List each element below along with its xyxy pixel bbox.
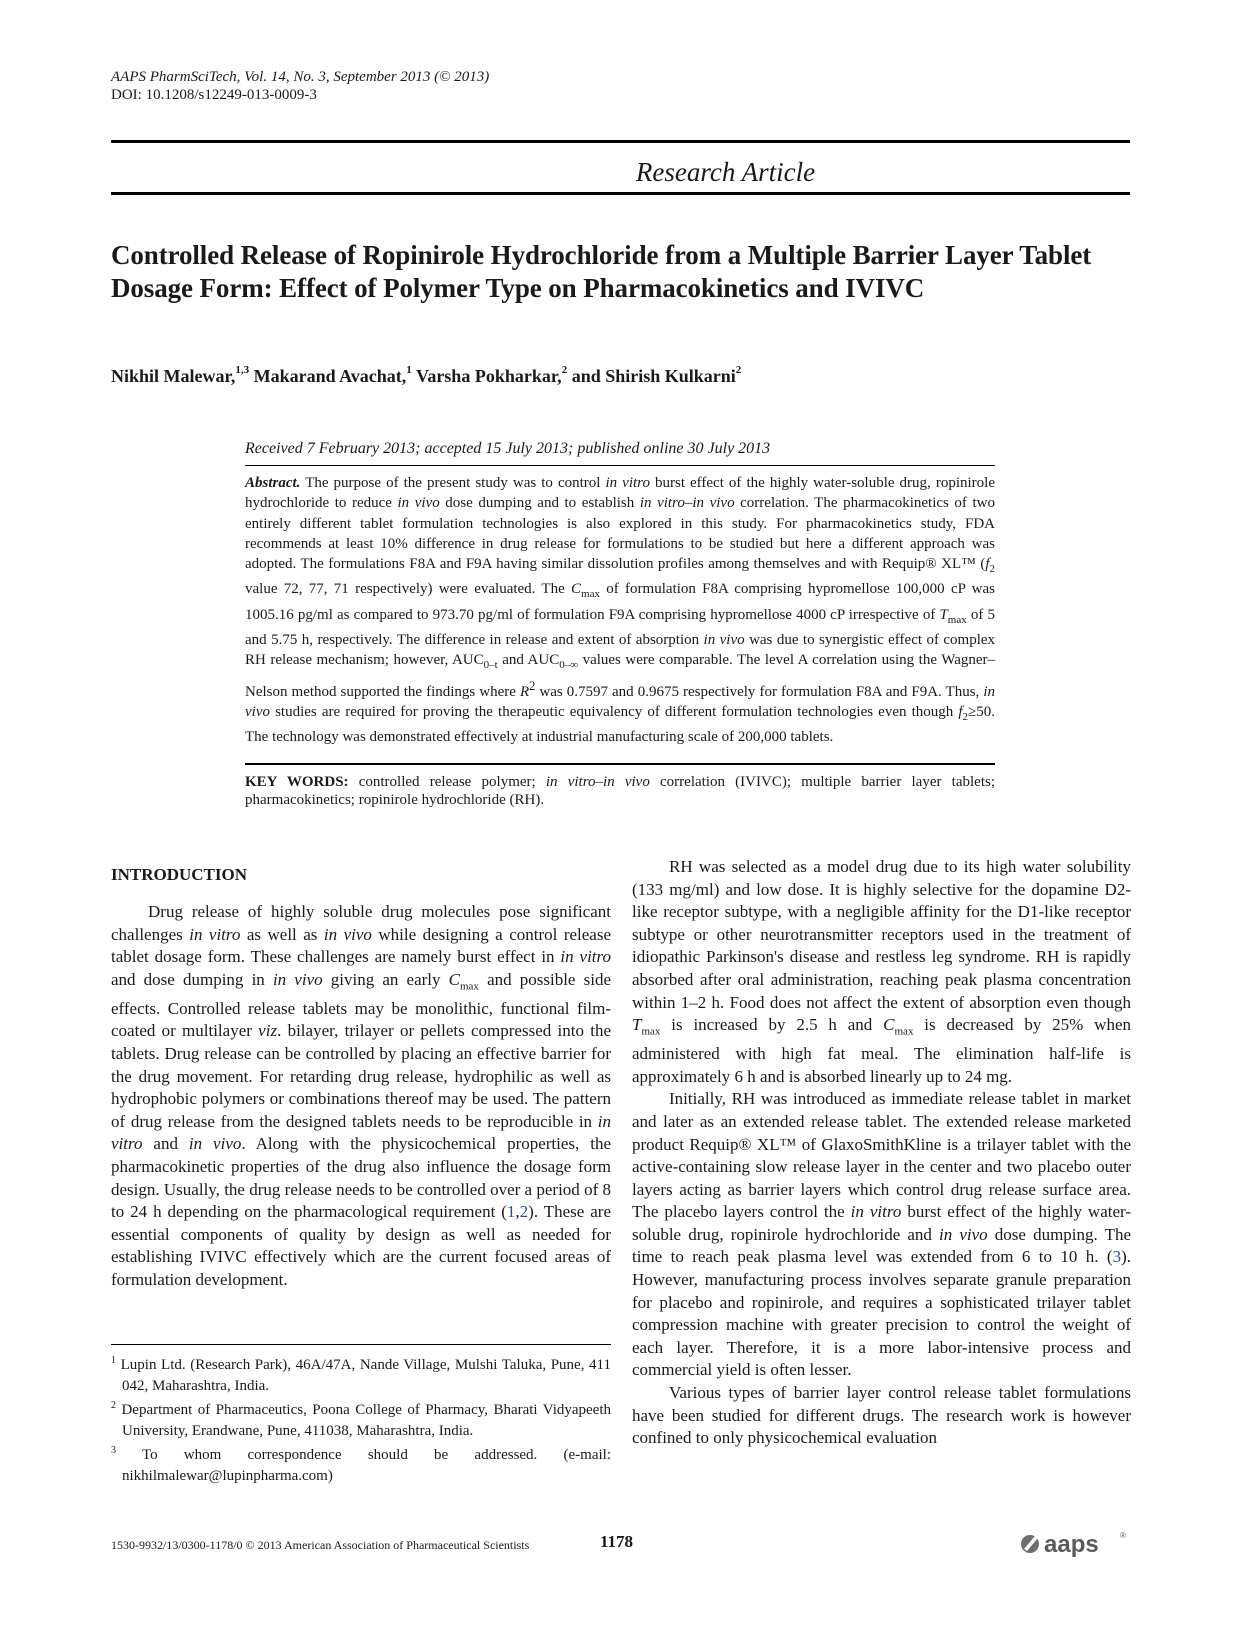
author: Makarand Avachat, bbox=[253, 366, 407, 386]
abstract-symbol: f bbox=[985, 556, 990, 573]
italic-text: in vivo bbox=[323, 924, 372, 944]
paragraph-text: Drug release of highly soluble drug molecules pose significant challenges bbox=[111, 902, 611, 944]
italic-text: in vitro bbox=[850, 1202, 902, 1222]
page-number: 1178 bbox=[600, 1532, 634, 1551]
logo-text: aaps bbox=[1044, 1531, 1099, 1558]
footnote-text: To whom correspondence should be addressed. (e-mail: nikhilmalewar@lupinpharma.com) bbox=[122, 1447, 612, 1484]
section-heading-introduction: INTRODUCTION bbox=[111, 865, 248, 884]
footnote bbox=[111, 1351, 611, 1396]
author-list bbox=[111, 366, 741, 387]
paragraph-text: . Along with the physicochemical properties, the pharmacokinetic properties of the drug also influence the dosage form design. Usually, the drug release needs to be controlled over a period of 8 to 24 h depending on the pharmacological requirement ( bbox=[111, 1134, 611, 1222]
abstract-symbol: R bbox=[519, 683, 530, 700]
abstract-symbol: f bbox=[958, 703, 963, 720]
paragraph-text: and bbox=[142, 1134, 189, 1154]
paragraph-text: . bilayer, trilayer or pellets compressed into the tablets. Drug release can be controlled by placing an effective barrier for the drug movement. For retarding drug release, hydrophilic as well as hydrophobic polymers or combinations thereof may be used. The pattern of drug release from the designed tablets needs to be reproducible in bbox=[111, 1021, 611, 1131]
paragraph-text: is decreased by 25% when administered with high fat meal. The elimination half-life is approximately 6 h and is absorbed linearly up to 24 mg. bbox=[632, 1015, 1131, 1086]
paragraph-text: ). These are essential components of quality by design as well as needed for establishing IVIVC effectively which are the current focused areas of formulation development. bbox=[111, 1202, 611, 1289]
paragraph-text: burst effect of the highly water-soluble drug, ropinirole hydrochloride and bbox=[632, 1202, 1131, 1244]
paragraph-text: ). However, manufacturing process involves separate granule preparation for placebo and ropinirole, and requires a sophisticated trilayer tablet compression machine with greater precision to control the weight of each layer. Therefore, it is a more labor-intensive process and commercial yield is often lesser. bbox=[632, 1247, 1131, 1380]
journal-citation: AAPS PharmSciTech, Vol. 14, No. 3, September 2013 (© 2013) bbox=[111, 69, 490, 85]
abstract-text: dose dumping and to establish bbox=[439, 495, 640, 512]
keywords-text: correlation (IVIVC); multiple barrier layer tablets; pharmacokinetics; ropinirole hydrochloride (RH). bbox=[245, 774, 995, 808]
abstract-italic: in vivo bbox=[703, 632, 745, 649]
intro-right-column bbox=[632, 856, 1131, 1450]
keywords-text: controlled release polymer; bbox=[348, 774, 546, 790]
abstract-text: of 5 and 5.75 h, respectively. The difference in release and extent of absorption bbox=[245, 606, 995, 649]
abstract-symbol: C bbox=[571, 581, 582, 598]
author-affiliation: 1 bbox=[406, 364, 412, 376]
symbol: C bbox=[883, 1015, 895, 1035]
paragraph-text: and possible side effects. Controlled release tablets may be monolithic, functional film-coated or multilayer bbox=[111, 969, 612, 1041]
abstract-text: value 72, 77, 71 respectively) were evaluated. The bbox=[245, 581, 572, 598]
svg-text:®: ® bbox=[1120, 1531, 1126, 1540]
paragraph-text: Initially, RH was introduced as immediate release tablet in market and later as an extended release tablet. The extended release marketed product Requip® XL™ of GlaxoSmithKline is a trilayer tablet with the active-containing slow release layer in the center and two placebo outer layers acting as barrier layers which control drug release surface area. The placebo layers control the bbox=[632, 1089, 1131, 1222]
footnote bbox=[111, 1396, 611, 1441]
abstract-superscript: 2 bbox=[529, 678, 536, 693]
abstract-top-rule bbox=[245, 465, 995, 466]
doi[interactable]: DOI: 10.1208/s12249-013-0009-3 bbox=[111, 87, 317, 103]
italic-text: in vivo bbox=[188, 1134, 242, 1154]
italic-text: viz bbox=[258, 1021, 278, 1041]
italic-text: in vivo bbox=[939, 1224, 988, 1244]
abstract-subscript: 2 bbox=[989, 563, 995, 576]
paragraph-text: is increased by 2.5 h and bbox=[660, 1015, 884, 1035]
abstract-symbol: T bbox=[939, 606, 948, 623]
abstract-subscript: 2 bbox=[962, 710, 969, 723]
abstract-text: The purpose of the present study was to control bbox=[305, 475, 606, 491]
section-label: Research Article bbox=[635, 157, 816, 187]
abstract-text: values were comparable. The level A correlation using the Wagner–Nelson method supported the findings where bbox=[245, 652, 996, 700]
abstract-text: was due to synergistic effect of complex RH release mechanism; however, AUC bbox=[245, 632, 996, 669]
copyright-line: 1530-9932/13/0300-1178/0 © 2013 American Association of Pharmaceutical Scientists bbox=[111, 1538, 530, 1552]
abstract-bottom-rule bbox=[245, 763, 995, 765]
intro-paragraph-4: Various types of barrier layer control release tablet formulations have been studied for different drugs. The research work is however confined to only physicochemical evaluation bbox=[632, 1383, 1131, 1448]
abstract-subscript: 0–∞ bbox=[559, 659, 579, 672]
citation-link[interactable]: 1 bbox=[506, 1202, 516, 1222]
abstract-label: Abstract. bbox=[245, 475, 301, 491]
abstract-text: of formulation F8A comprising hypromellose 100,000 cP was 1005.16 pg/ml as compared to 973.70 pg/ml of formulation F9A comprising hypromellose 4000 cP irrespective of bbox=[245, 581, 995, 623]
italic-text: in vivo bbox=[272, 969, 323, 989]
abstract-subscript: max bbox=[947, 613, 967, 626]
aaps-logo bbox=[1019, 1528, 1129, 1558]
italic-text: in vitro bbox=[189, 924, 241, 944]
article-title: Controlled Release of Ropinirole Hydrochloride from a Multiple Barrier Layer Tablet Dosage Form: Effect of Polymer Type on Pharmacokinetics and IVIVC bbox=[111, 240, 1092, 303]
subscript: max bbox=[894, 1025, 914, 1038]
italic-text: in vitro bbox=[111, 1111, 611, 1154]
abstract-text: ≥50. The technology was demonstrated effectively at industrial manufacturing scale of 200,000 tablets. bbox=[245, 703, 995, 746]
abstract-italic: in vivo bbox=[397, 495, 440, 512]
paragraph-text: while designing a control release tablet dosage form. These challenges are namely burst effect in bbox=[111, 924, 611, 967]
intro-paragraph-3 bbox=[632, 1088, 1131, 1382]
abstract-italic: in vitro–in vivo bbox=[639, 495, 735, 512]
paragraph-text: , bbox=[515, 1202, 520, 1222]
abstract-text: correlation. The pharmacokinetics of two entirely different tablet formulation technologies is also explored in this study. For pharmacokinetics study, FDA recommends at least 10% difference in drug release for formulations to be studied but here a different approach was adopted. The formulations F8A and F9A having similar dissolution profiles among themselves and with Requip® XL™ ( bbox=[245, 495, 995, 573]
abstract-text: studies are required for proving the therapeutic equivalency of different formulation technologies even though bbox=[269, 703, 959, 720]
intro-paragraph-1 bbox=[111, 901, 611, 1291]
intro-paragraph-2 bbox=[632, 856, 1131, 1088]
author: Nikhil Malewar, bbox=[111, 366, 236, 386]
footnote-text: Lupin Ltd. (Research Park), 46A/47A, Nande Village, Mulshi Taluka, Pune, 411 042, Maharashtra, India. bbox=[120, 1357, 611, 1394]
top-rule bbox=[111, 140, 1130, 143]
keywords bbox=[245, 773, 995, 809]
keywords-italic: in vitro–in vivo bbox=[545, 774, 650, 790]
abstract-text: burst effect of the highly water-soluble drug, ropinirole hydrochloride to reduce bbox=[245, 475, 995, 512]
author-affiliation: 2 bbox=[735, 364, 742, 376]
abstract-text: and AUC bbox=[497, 652, 560, 669]
journal-header bbox=[111, 68, 489, 104]
footnote-number: 1 bbox=[111, 1355, 116, 1366]
footnote-rule bbox=[111, 1344, 611, 1345]
footnotes bbox=[111, 1351, 611, 1486]
footnote-number: 2 bbox=[111, 1400, 116, 1411]
abstract-italic: in vitro bbox=[605, 475, 650, 491]
subscript: max bbox=[641, 1025, 661, 1038]
paragraph-text: as well as bbox=[240, 924, 324, 944]
paragraph-text: and dose dumping in bbox=[111, 969, 273, 989]
aaps-logo-icon bbox=[1019, 1528, 1129, 1558]
citation-link[interactable]: 3 bbox=[1112, 1247, 1122, 1267]
abstract-italic: in vivo bbox=[245, 683, 996, 720]
footnote-text: Department of Pharmaceutics, Poona College of Pharmacy, Bharati Vidyapeeth University, Erandwane, Pune, 411038, Maharashtra, India. bbox=[121, 1402, 612, 1439]
paragraph-text: RH was selected as a model drug due to its high water solubility (133 mg/ml) and low dose. It is highly selective for the dopamine D2-like receptor subtype, with a negligible affinity for the D1-like receptor subtype or other neurotransmitter receptors used in the treatment of idiopathic Parkinson's disease and restless leg syndrome. RH is rapidly absorbed after oral administration, reaching peak plasma concentration within 1–2 h. Food does not affect the extent of absorption even though bbox=[632, 857, 1131, 1012]
symbol: C bbox=[448, 969, 460, 989]
subscript: max bbox=[459, 980, 479, 993]
footnote bbox=[111, 1441, 611, 1486]
abstract-text: was 0.7597 and 0.9675 respectively for formulation F8A and F9A. Thus, bbox=[535, 683, 984, 700]
abstract-subscript: max bbox=[581, 588, 600, 601]
author: Varsha Pokharkar, bbox=[415, 366, 562, 386]
abstract-subscript: 0–t bbox=[483, 659, 498, 672]
footnote-number: 3 bbox=[111, 1445, 116, 1456]
italic-text: in vitro bbox=[560, 947, 611, 967]
title-rule bbox=[111, 192, 1130, 195]
author-affiliation: 1,3 bbox=[235, 364, 250, 376]
keywords-label: KEY WORDS: bbox=[245, 774, 349, 790]
citation-link[interactable]: 2 bbox=[519, 1202, 529, 1222]
author: and Shirish Kulkarni bbox=[571, 366, 736, 386]
paragraph-text: dose dumping. The time to reach peak plasma level was extended from 6 to 10 h. ( bbox=[632, 1224, 1132, 1267]
abstract bbox=[245, 473, 995, 748]
paragraph-text: giving an early bbox=[322, 969, 449, 989]
publication-dates: Received 7 February 2013; accepted 15 July 2013; published online 30 July 2013 bbox=[245, 440, 771, 457]
author-affiliation: 2 bbox=[561, 364, 568, 376]
symbol: T bbox=[632, 1015, 642, 1035]
